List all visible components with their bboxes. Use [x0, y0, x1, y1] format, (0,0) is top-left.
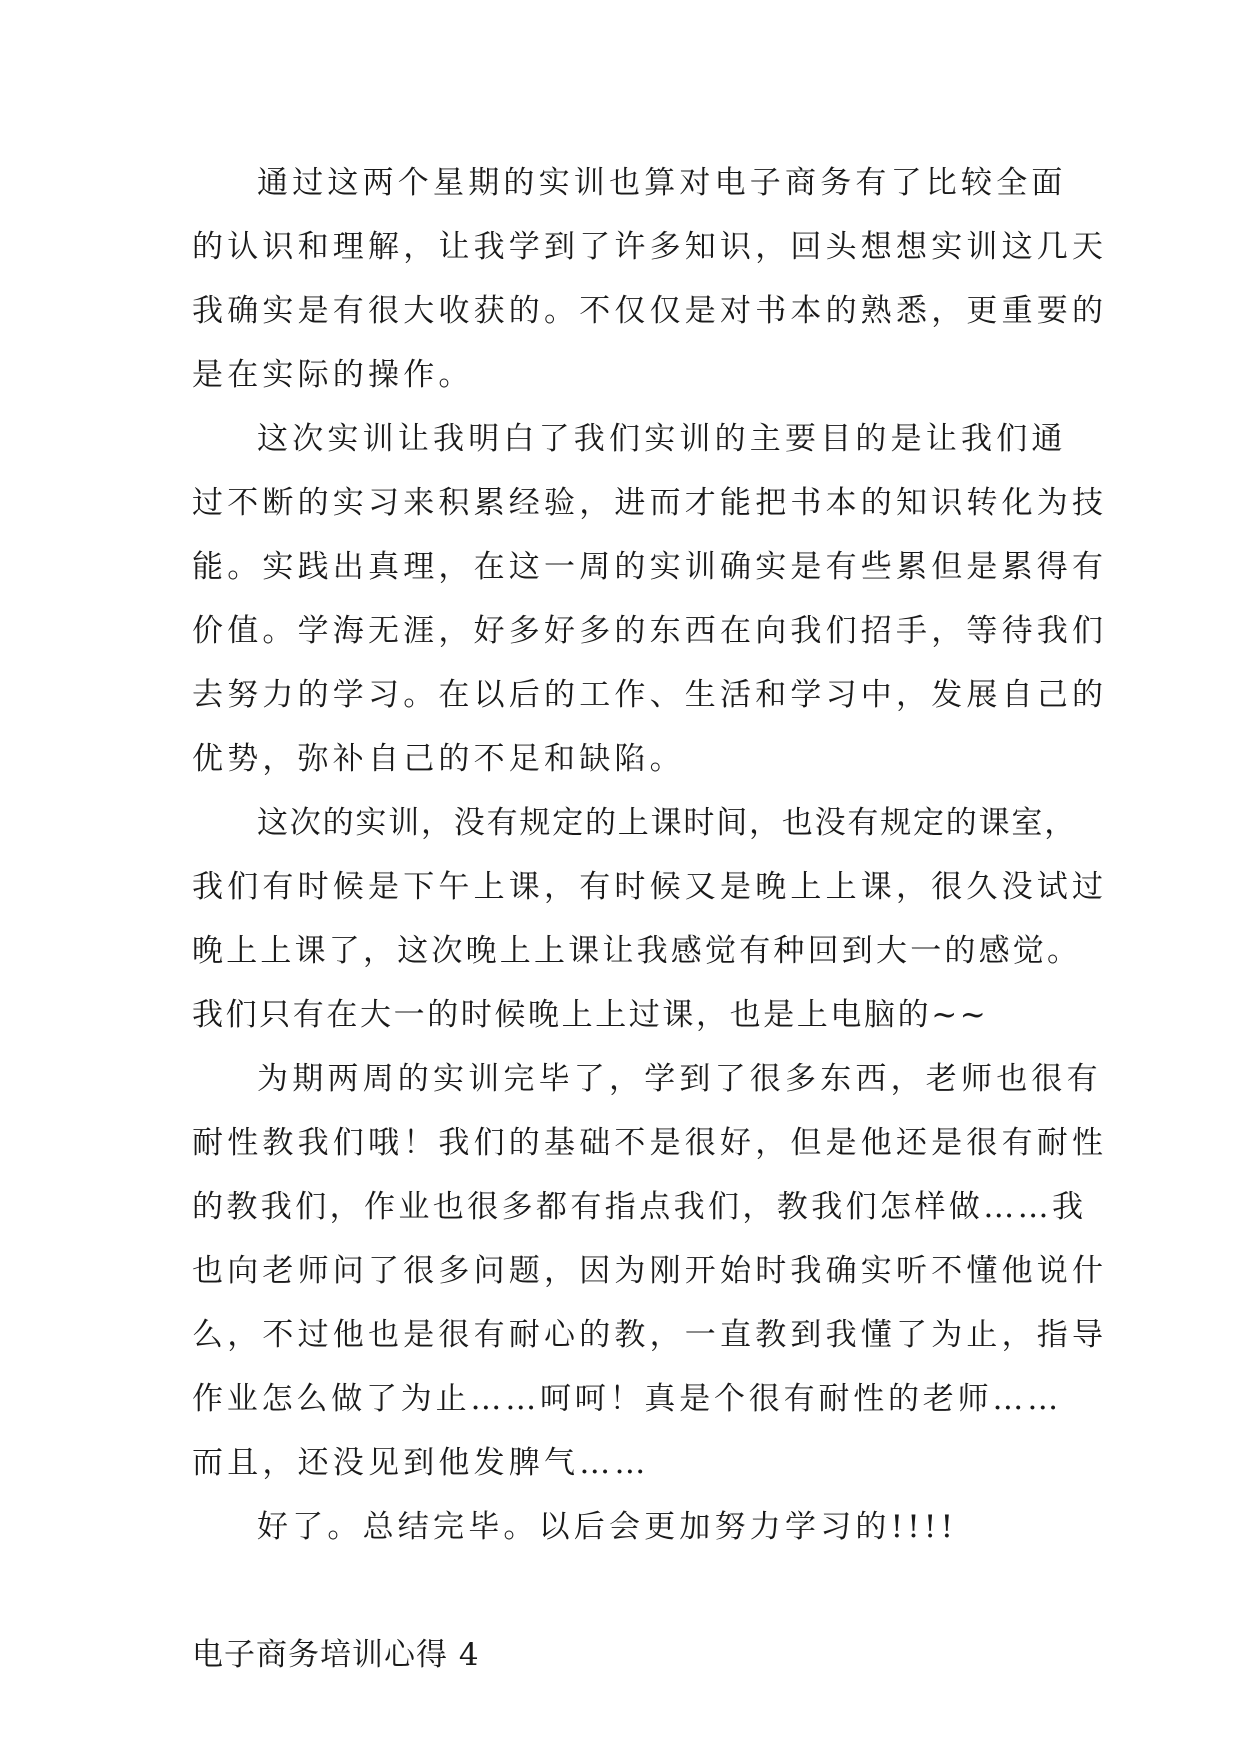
paragraph-4-line-4: 也向老师问了很多问题，因为刚开始时我确实听不懂他说什 [192, 1253, 1108, 1289]
paragraph-3-line-1: 这次的实训，没有规定的上课时间，也没有规定的课室， [257, 805, 1077, 841]
paragraph-1-line-3: 我确实是有很大收获的。不仅仅是对书本的熟悉，更重要的 [192, 293, 1108, 329]
paragraph-3-line-3: 晚上上课了，这次晚上上课让我感觉有种回到大一的感觉。 [192, 933, 1082, 969]
paragraph-4-line-6: 作业怎么做了为止……呵呵！真是个很有耐性的老师…… [192, 1381, 1062, 1417]
paragraph-5-line-1: 好了。总结完毕。以后会更加努力学习的!!!! [257, 1509, 958, 1545]
paragraph-3-line-2: 我们有时候是下午上课，有时候又是晚上上课，很久没试过 [192, 869, 1108, 905]
paragraph-4-line-3: 的教我们，作业也很多都有指点我们，教我们怎样做……我 [192, 1189, 1087, 1225]
paragraph-2-line-4: 价值。学海无涯，好多好多的东西在向我们招手，等待我们 [192, 613, 1108, 649]
paragraph-2-line-5: 去努力的学习。在以后的工作、生活和学习中，发展自己的 [192, 677, 1108, 713]
paragraph-4-line-7: 而且，还没见到他发脾气…… [192, 1445, 650, 1481]
paragraph-2-line-6: 优势，弥补自己的不足和缺陷。 [192, 741, 685, 777]
paragraph-1-line-1: 通过这两个星期的实训也算对电子商务有了比较全面 [257, 165, 1067, 201]
paragraph-2-line-2: 过不断的实习来积累经验，进而才能把书本的知识转化为技 [192, 485, 1108, 521]
paragraph-4-line-2: 耐性教我们哦！我们的基础不是很好，但是他还是很有耐性 [192, 1125, 1108, 1161]
paragraph-4-line-5: 么，不过他也是很有耐心的教，一直教到我懂了为止，指导 [192, 1317, 1108, 1353]
paragraph-3-line-4: 我们只有在大一的时候晚上上过课，也是上电脑的~~ [192, 997, 989, 1033]
paragraph-2-line-3: 能。实践出真理，在这一周的实训确实是有些累但是累得有 [192, 549, 1108, 585]
paragraph-1-line-4: 是在实际的操作。 [192, 357, 474, 393]
section-heading: 电子商务培训心得 4 [192, 1637, 480, 1673]
paragraph-2-line-1: 这次实训让我明白了我们实训的主要目的是让我们通 [257, 421, 1067, 457]
paragraph-1-line-2: 的认识和理解，让我学到了许多知识，回头想想实训这几天 [192, 229, 1108, 265]
paragraph-4-line-1: 为期两周的实训完毕了，学到了很多东西，老师也很有 [257, 1061, 1102, 1097]
